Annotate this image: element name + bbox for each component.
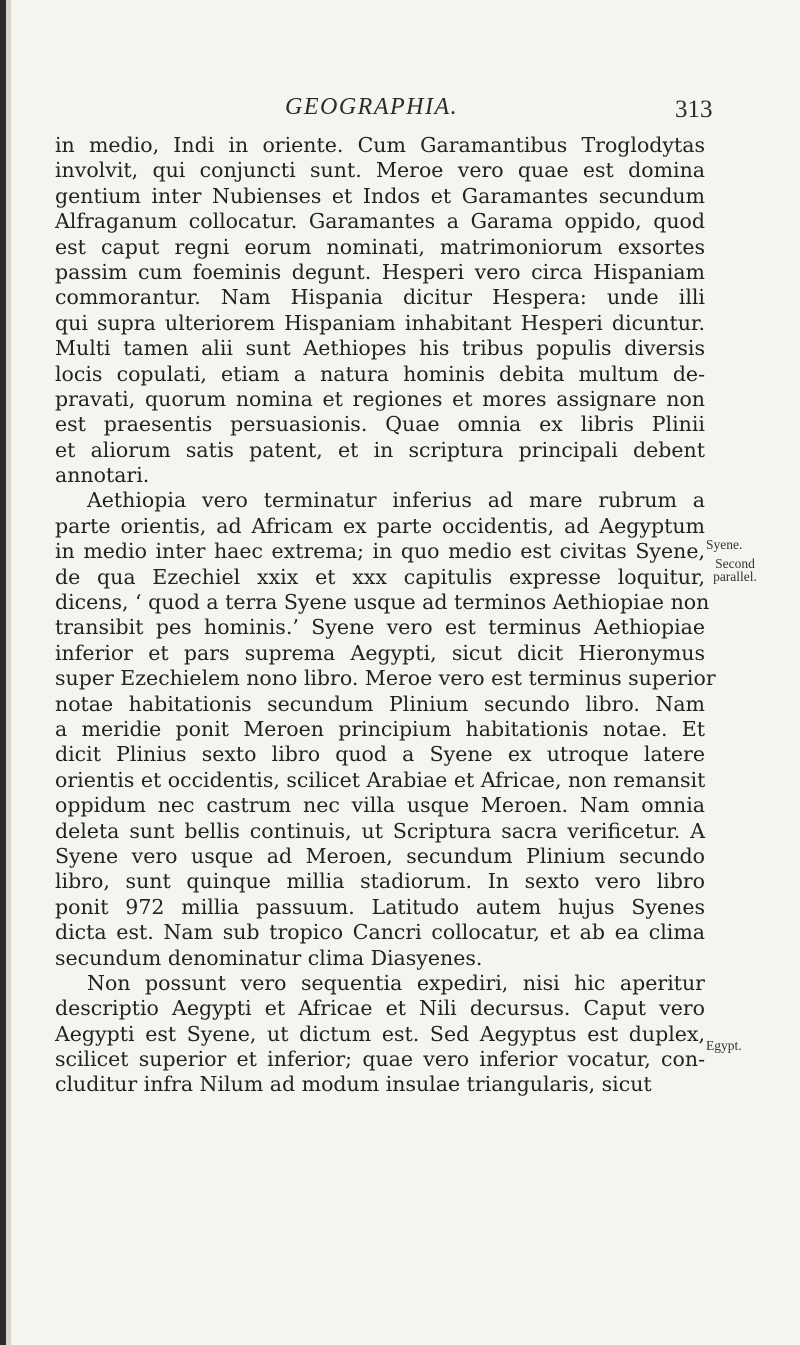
text-line: passim cum foeminis degunt. Hesperi vero circa Hispaniam xyxy=(55,259,705,284)
page-header xyxy=(55,0,720,130)
text-line: de qua Ezechiel xxix et xxx capitulis expresse loquitur, xyxy=(55,564,705,589)
text-line: oppidum nec castrum nec villa usque Meroen. Nam omnia xyxy=(55,793,705,818)
text-line: in medio, Indi in oriente. Cum Garamantibus Troglodytas xyxy=(55,133,705,157)
text-line: deleta sunt bellis continuis, ut Scriptura sacra verificetur. A xyxy=(55,818,705,843)
text-line: in medio inter haec extrema; in quo medio est civitas Syene, xyxy=(55,539,705,564)
text-line: est praesentis persuasionis. Quae omnia ex libris Plinii xyxy=(55,412,705,437)
text-line: parte orientis, ad Africam ex parte occidentis, ad Aegyptum xyxy=(55,513,705,538)
text-line: super Ezechielem nono libro. Meroe vero est terminus superior xyxy=(55,666,716,691)
text-line: qui supra ulteriorem Hispaniam inhabitant Hesperi dicuntur. xyxy=(55,310,705,335)
text-line: Multi tamen alii sunt Aethiopes his tribus populis diversis xyxy=(55,336,705,361)
text-line: annotari. xyxy=(55,463,150,488)
text-line: orientis et occidentis, scilicet Arabiae et Africae, non remansit xyxy=(55,767,706,792)
margin-note-second: Second xyxy=(715,556,755,571)
text-line: scilicet superior et inferior; quae vero inferior vocatur, con- xyxy=(55,1047,705,1072)
running-head: GEOGRAPHIA. xyxy=(285,94,459,120)
text-line: involvit, qui conjuncti sunt. Meroe vero quae est domina xyxy=(55,158,705,183)
margin-note-egypt: Egypt. xyxy=(706,1038,742,1053)
text-line: commorantur. Nam Hispania dicitur Hespera: unde illi xyxy=(55,285,705,310)
margin-note-syene: Syene. xyxy=(706,537,743,552)
text-line: descriptio Aegypti et Africae et Nili decursus. Caput vero xyxy=(55,996,705,1021)
text-line: transibit pes hominis.’ Syene vero est terminus Aethiopiae xyxy=(55,615,705,640)
page-binding-shadow xyxy=(6,0,11,1345)
main-text xyxy=(55,133,716,1098)
text-line: pravati, quorum nomina et regiones et mores assignare non xyxy=(55,386,705,411)
text-line: dicens, ‘ quod a terra Syene usque ad terminos Aethiopiae non xyxy=(55,590,710,615)
text-line: Aethiopia vero terminatur inferius ad mare rubrum a xyxy=(87,488,705,513)
text-line: Non possunt vero sequentia expediri, nisi hic aperitur xyxy=(87,970,705,995)
text-line: Syene vero usque ad Meroen, secundum Plinium secundo xyxy=(55,843,705,868)
text-line: inferior et pars suprema Aegypti, sicut dicit Hieronymus xyxy=(55,640,705,665)
text-line: et aliorum satis patent, et in scriptura principali debent xyxy=(55,437,705,462)
text-line: ponit 972 millia passuum. Latitudo autem hujus Syenes xyxy=(55,894,705,919)
margin-note-parallel: parallel. xyxy=(713,569,757,584)
text-line: cluditur infra Nilum ad modum insulae triangularis, sicut xyxy=(55,1072,652,1097)
text-line: notae habitationis secundum Plinium secundo libro. Nam xyxy=(55,691,705,716)
text-line: Alfraganum collocatur. Garamantes a Garama oppido, quod xyxy=(55,209,705,234)
text-line: secundum denominatur clima Diasyenes. xyxy=(55,945,483,970)
text-line: dicta est. Nam sub tropico Cancri collocatur, et ab ea clima xyxy=(55,920,705,945)
text-line: est caput regni eorum nominati, matrimoniorum exsortes xyxy=(55,234,705,259)
page-number: 313 xyxy=(675,96,713,123)
text-line: libro, sunt quinque millia stadiorum. In sexto vero libro xyxy=(55,869,705,894)
text-line: locis copulati, etiam a natura hominis debita multum de- xyxy=(55,361,705,386)
text-line: a meridie ponit Meroen principium habitationis notae. Et xyxy=(55,716,705,741)
text-line: gentium inter Nubienses et Indos et Garamantes secundum xyxy=(55,183,705,208)
text-line: dicit Plinius sexto libro quod a Syene ex utroque latere xyxy=(55,742,705,767)
margin-note-second-parallel xyxy=(706,557,764,583)
text-line: Aegypti est Syene, ut dictum est. Sed Aegyptus est duplex, xyxy=(55,1021,705,1046)
